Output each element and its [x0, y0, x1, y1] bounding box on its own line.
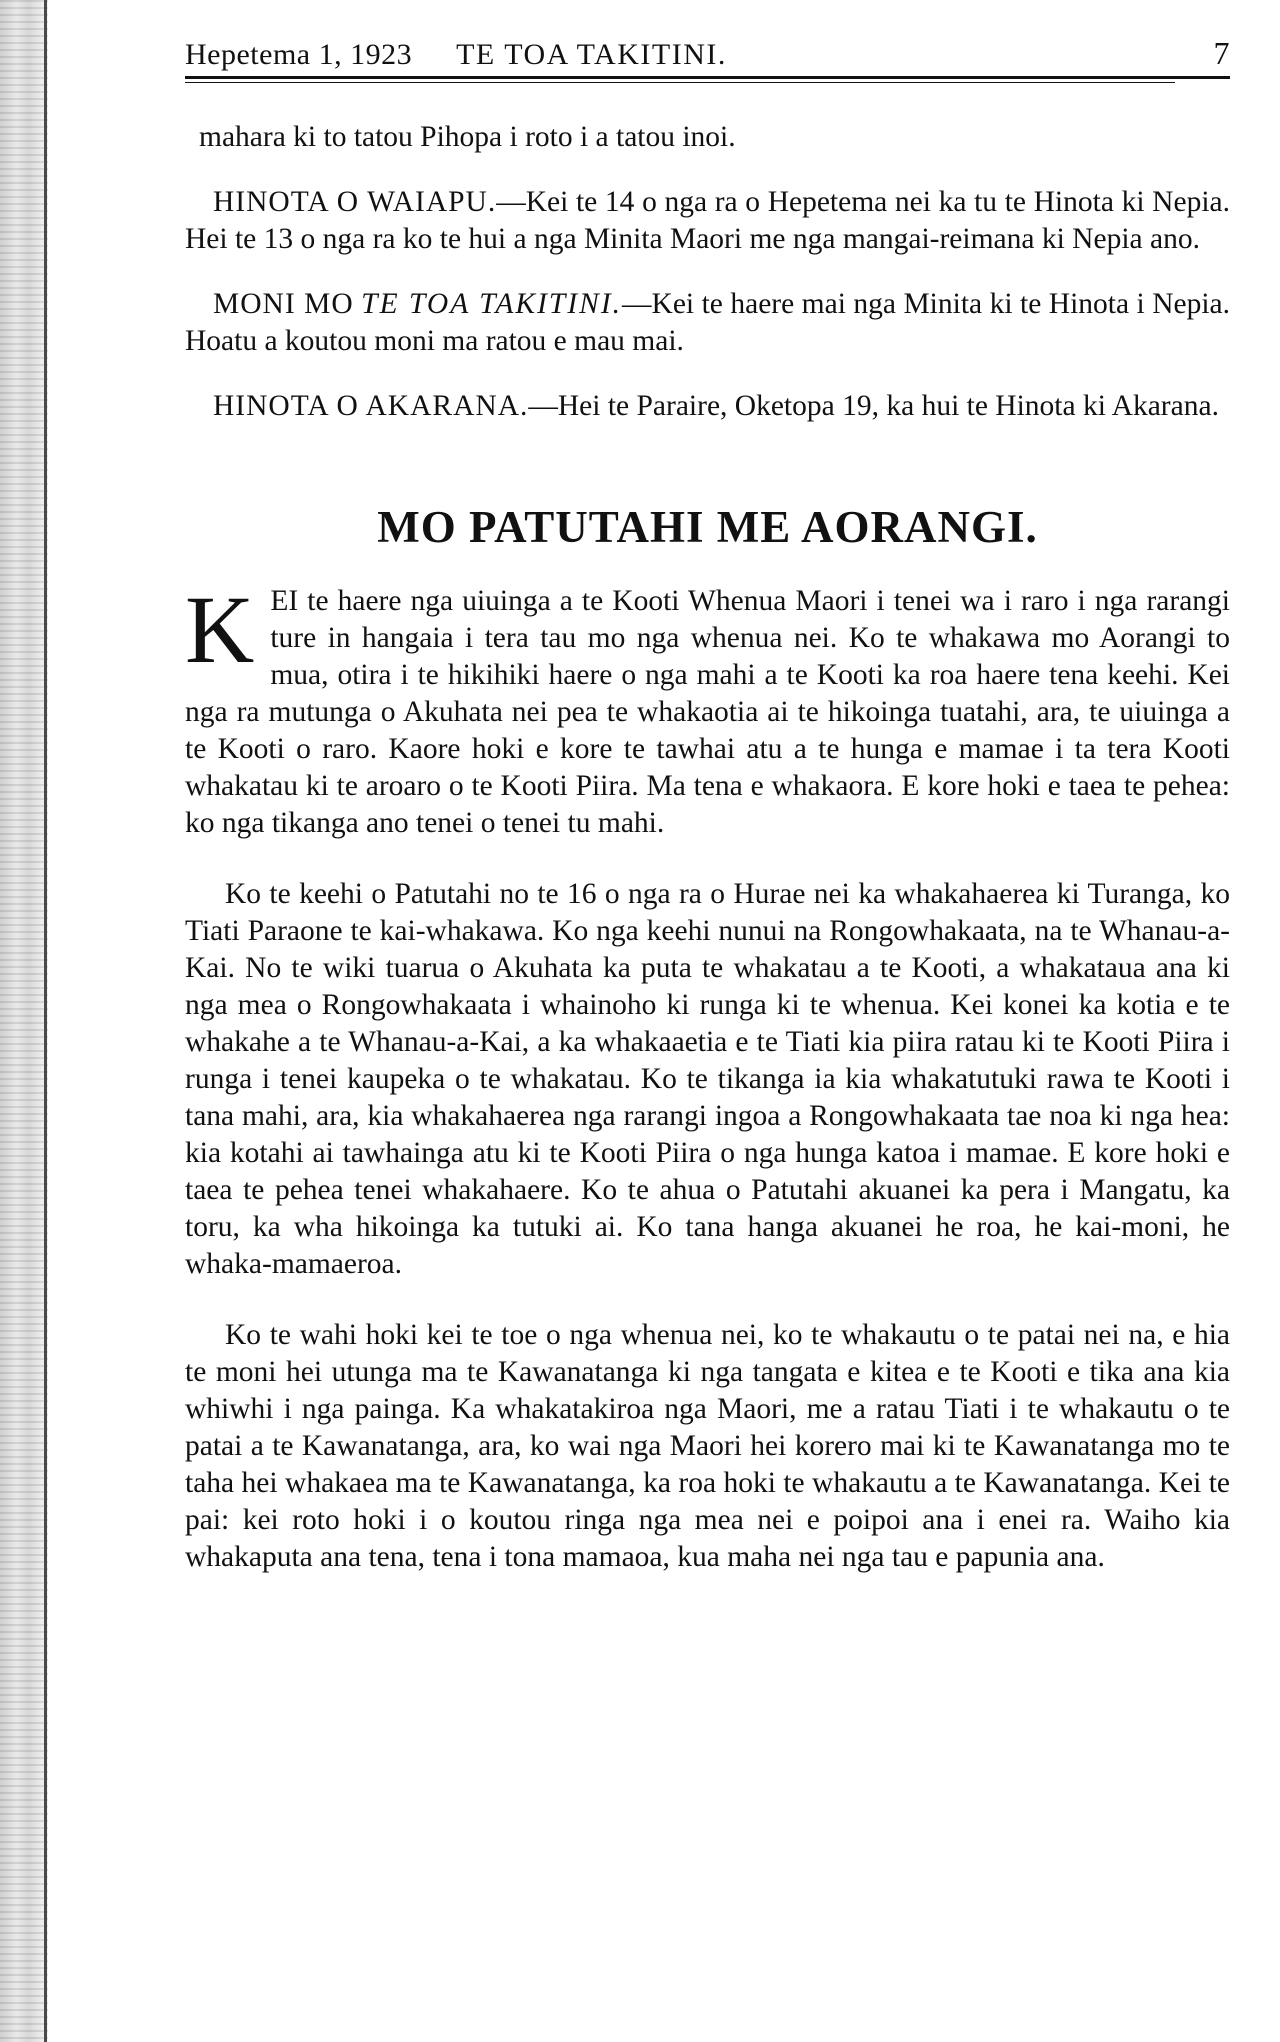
notice-moni-text: —Kei te haere mai nga Minita ki te Hinota i Nepia. Hoatu a koutou moni ma ratou e mau mai.: [185, 288, 1231, 357]
article-title: MO PATUTAHI ME AORANGI.: [377, 502, 1038, 552]
notice-waiapu: [185, 184, 1230, 258]
page-header: [185, 20, 1230, 72]
article-paragraph-3: Ko te wahi hoki kei te toe o nga whenua nei, ko te whakautu o te patai nei na, e hia te moni hei utunga ma te Kawanatanga ki nga tangata e kitea e te Kooti e tika ana kia whiwhi i nga painga. Ka whakatakiroa nga Maori, me a ratau Tiati i te whakautu o te patai a te Kawanatanga, ara, ko wai nga Maori hei korero mai ki te Kawanatanga mo te taha hei whakaea ma te Kawanatanga, ka roa hoki te whakautu a te Kawanatanga. Kei te pai: kei roto hoki i o koutou ringa nga mea nei e poipoi ana i enei ra. Waiho kia whakaputa ana tena, tena i tona mamaoa, kua maha nei nga tau e papunia ana.: [185, 1319, 1230, 1573]
notices-section: [185, 119, 1230, 425]
binding-shadow-line: [44, 0, 47, 2042]
page-number: 7: [1213, 35, 1230, 71]
notice-waiapu-heading: HINOTA O WAIAPU.: [213, 186, 497, 218]
issue-date: Hepetema 1, 1923: [185, 38, 413, 71]
notice-continuation: mahara ki to tatou Pihopa i roto i a tatou inoi.: [199, 121, 736, 153]
article-paragraph-2: Ko te keehi o Patutahi no te 16 o nga ra o Hurae nei ka whakahaerea ki Turanga, ko Tiati Paraone te kai-whakawa. Ko nga keehi nunui na Rongowhakaata, na te Whanau-a-Kai. No te wiki tuarua o Akuhata ka puta te whakatau a te Kooti, a whakataua ana ki nga mea o Rongowhakaata i whainoho ki runga ki te whenua. Kei konei ka kotia e te whakahe a te Whanau-a-Kai, a ka whakaaetia e te Tiati kia piira ratau ki te Kooti Piira i runga i tenei kaupeka o te whakatau. Ko te tikanga ia kia whakatutuki rawa te Kooti i tana mahi, ara, kia whakahaerea nga rarangi ingoa a Rongowhakaata tae noa ki nga hea: kia kotahi ai tawhainga atu ki te Kooti Piira o nga hunga katoa i mamae. E kore hoki e taea te pehea tenei whakahaere. Ko te ahua o Patutahi akuanei ka pera i Mangatu, ka toru, ka wha hikoinga ka tutuki ai. Ko tana hanga akuanei he roa, he kai-moni, he whaka-mamaeroa.: [185, 878, 1230, 1280]
article-paragraph-1: [185, 576, 1230, 842]
notice-akarana-heading: HINOTA O AKARANA.: [213, 390, 529, 422]
notice-moni-title: TE TOA TAKITINI.: [361, 288, 623, 320]
drop-cap: K: [185, 576, 255, 683]
newspaper-page: [185, 20, 1230, 1610]
notice-moni: [185, 286, 1230, 360]
notice-moni-heading: MONI MO: [213, 288, 354, 320]
article-patutahi-aorangi: [185, 501, 1230, 1576]
notice-akarana: [185, 388, 1230, 425]
masthead-title: TE TOA TAKITINI.: [456, 38, 727, 71]
article-paragraph-1-text: EI te haere nga uiuinga a te Kooti Whenua Maori i tenei wa i raro i nga rarangi ture in hangaia i tera tau mo nga whenua nei. Ko te whakawa mo Aorangi to mua, otira i te hikihiki haere o nga mahi a te Kooti ka roa haere tena keehi. Kei nga ra mutunga o Akuhata nei pea te whakaotia ai te hikoinga tuatahi, ara, te uiuinga a te Kooti o raro. Kaore hoki e kore te tawhai atu a te hunga e mamae i ta tera Kooti whakatau ki te aroaro o te Kooti Piira. Ma tena e whakaora. E kore hoki e taea te pehea: ko nga tikanga ano tenei o tenei tu mahi.: [185, 585, 1230, 839]
page-binding-edge: [0, 0, 48, 2042]
header-rule-thin: [185, 82, 1175, 83]
notice-akarana-text: —Hei te Paraire, Oketopa 19, ka hui te Hinota ki Akarana.: [528, 390, 1219, 422]
header-rule: [185, 76, 1230, 79]
notice-waiapu-text: —Kei te 14 o nga ra o Hepetema nei ka tu te Hinota ki Nepia. Hei te 13 o nga ra ko te hui a nga Minita Maori me nga mangai-reimana ki Nepia ano.: [185, 186, 1230, 255]
